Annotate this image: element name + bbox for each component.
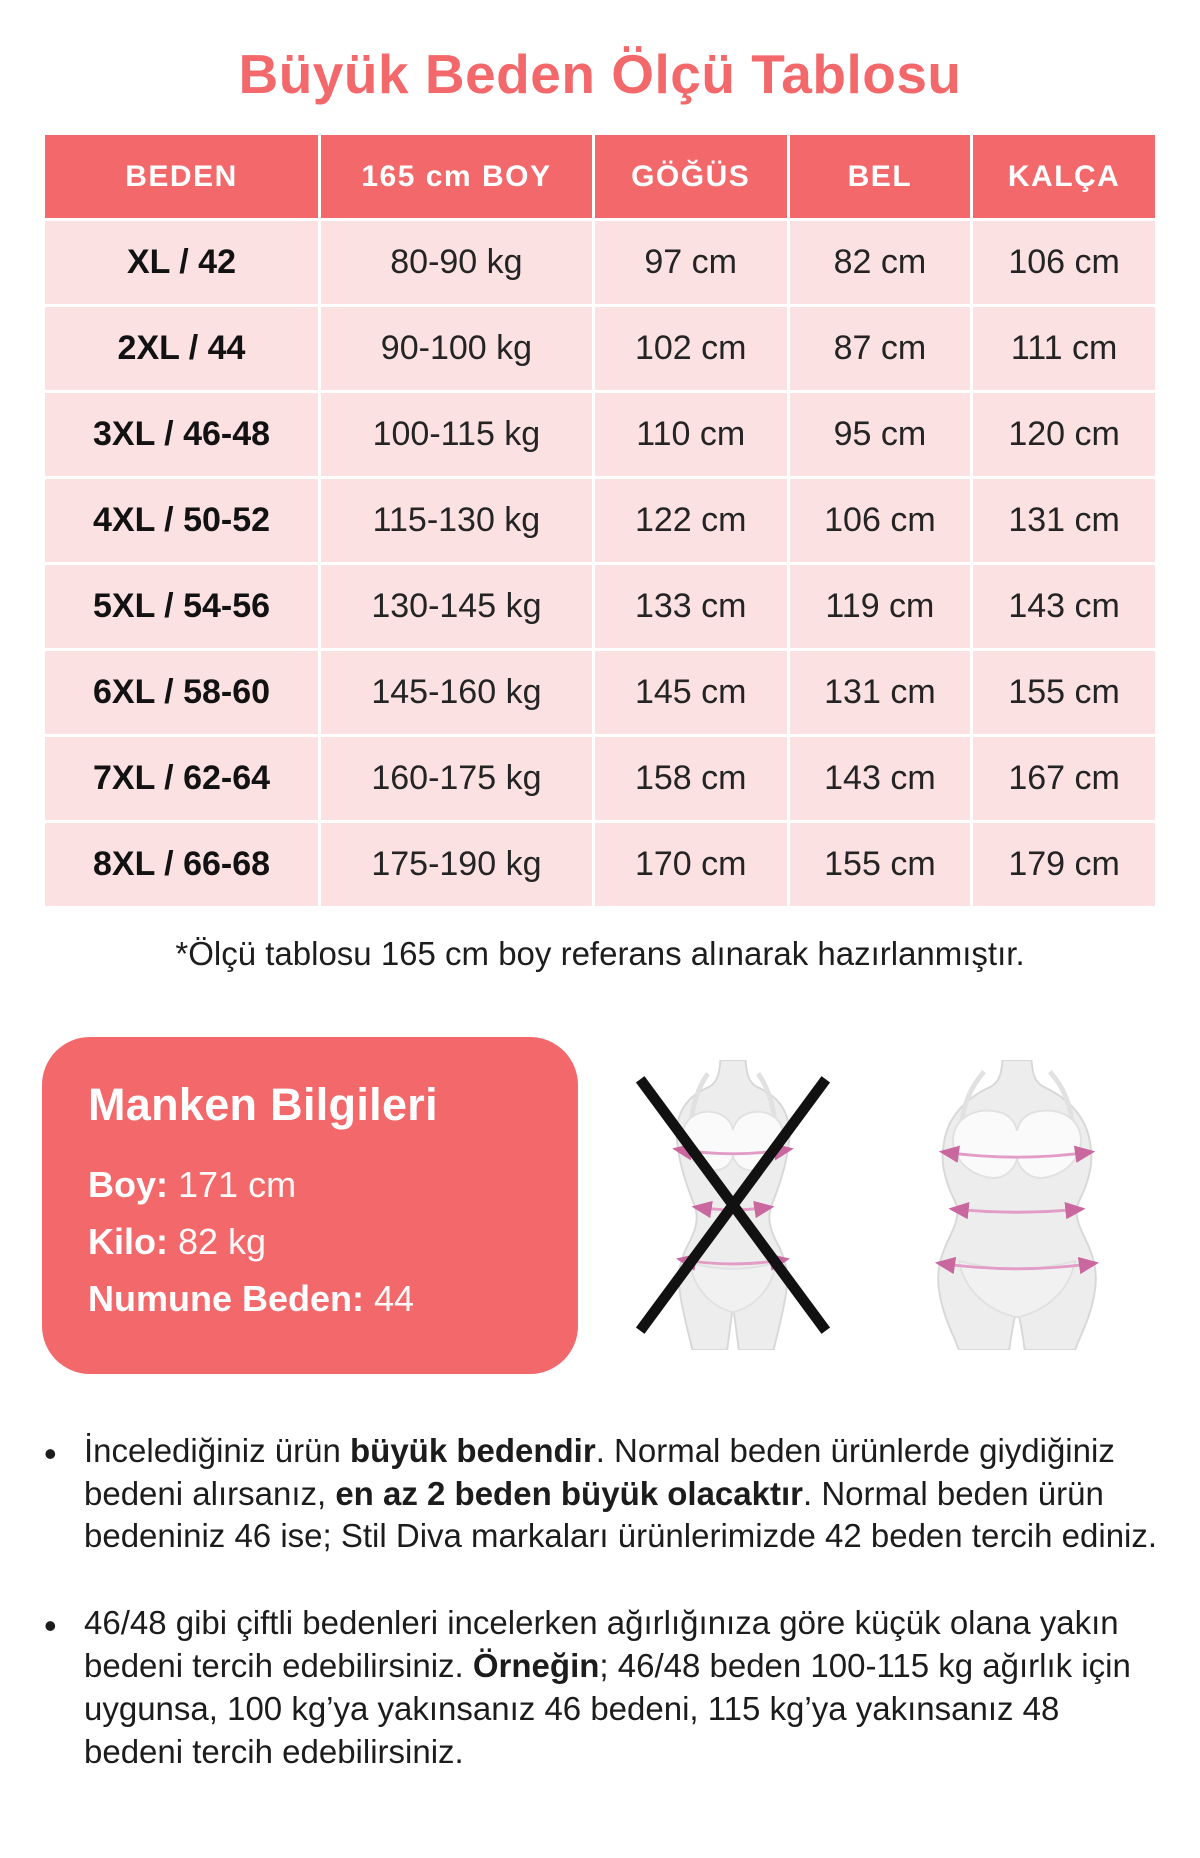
figure-illustrations — [604, 1060, 1158, 1350]
size-cell: 7XL / 62-64 — [44, 736, 320, 822]
size-table-header-row — [44, 134, 1157, 220]
table-row — [44, 564, 1157, 650]
model-weight-label: Kilo : — [88, 1221, 178, 1262]
column-header: 165 cm BOY — [320, 134, 594, 220]
measurement-cell: 179 cm — [972, 822, 1157, 908]
note-item: • İncelediğiniz ürün büyük bedendir. Normal beden ürünlerde giydiğiniz bedeni alırsanız, en az 2 beden büyük olacaktır. Normal beden ürün bedeniniz 46 ise; Stil Diva markaları ürünlerimizde 42 beden tercih ediniz. — [40, 1430, 1160, 1559]
model-weight-value: 82 kg — [178, 1220, 267, 1262]
measurement-cell: 82 cm — [788, 220, 972, 306]
measurement-cell: 160-175 kg — [320, 736, 594, 822]
model-info-section — [42, 1037, 1158, 1374]
model-height-field — [88, 1157, 532, 1214]
measurement-cell: 122 cm — [593, 478, 788, 564]
measurement-cell: 131 cm — [788, 650, 972, 736]
model-info-title: Manken Bilgileri — [88, 1079, 438, 1130]
column-header: BEL — [788, 134, 972, 220]
measurement-cell: 115-130 kg — [320, 478, 594, 564]
size-table-body — [44, 220, 1157, 908]
measurement-cell: 133 cm — [593, 564, 788, 650]
table-row — [44, 478, 1157, 564]
measurement-cell: 155 cm — [972, 650, 1157, 736]
model-info-card — [42, 1037, 578, 1374]
measurement-cell: 95 cm — [788, 392, 972, 478]
measurement-cell: 110 cm — [593, 392, 788, 478]
size-cell: 8XL / 66-68 — [44, 822, 320, 908]
size-cell: 2XL / 44 — [44, 306, 320, 392]
model-sample-size-label: Numune Beden : — [88, 1278, 374, 1319]
measurement-cell: 100-115 kg — [320, 392, 594, 478]
measurement-cell: 97 cm — [593, 220, 788, 306]
measurement-cell: 90-100 kg — [320, 306, 594, 392]
measurement-cell: 155 cm — [788, 822, 972, 908]
table-row — [44, 220, 1157, 306]
model-height-value: 171 cm — [178, 1164, 297, 1205]
size-table — [42, 132, 1158, 909]
measurement-cell: 143 cm — [788, 736, 972, 822]
model-sample-size-field — [88, 1271, 532, 1328]
measurement-cell: 145 cm — [593, 650, 788, 736]
size-cell: 6XL / 58-60 — [44, 650, 320, 736]
column-header: GÖĞÜS — [593, 134, 788, 220]
plus-size-figure-illustration — [891, 1060, 1143, 1350]
measurement-cell: 158 cm — [593, 736, 788, 822]
note-item: • 46/48 gibi çiftli bedenleri incelerken ağırlığınıza göre küçük olana yakın bedeni tercih edebilirsiniz. Örneğin; 46/48 beden 100-115 kg ağırlık için uygunsa, 100 kg’ya yakınsanız 46 bedeni, 115 kg’ya yakınsanız 48 bedeni tercih edebilirsiniz. — [40, 1602, 1160, 1774]
size-cell: 5XL / 54-56 — [44, 564, 320, 650]
model-height-label: Boy : — [88, 1164, 178, 1205]
model-weight-field — [88, 1214, 532, 1271]
size-cell: 3XL / 46-48 — [44, 392, 320, 478]
table-row — [44, 736, 1157, 822]
measurement-cell: 145-160 kg — [320, 650, 594, 736]
page-title: Büyük Beden Ölçü Tablosu — [238, 43, 962, 105]
measurement-cell: 167 cm — [972, 736, 1157, 822]
slim-figure-crossed-illustration — [619, 1060, 847, 1350]
measurement-cell: 170 cm — [593, 822, 788, 908]
measurement-cell: 120 cm — [972, 392, 1157, 478]
column-header: KALÇA — [972, 134, 1157, 220]
measurement-cell: 131 cm — [972, 478, 1157, 564]
measurement-cell: 102 cm — [593, 306, 788, 392]
measurement-cell: 106 cm — [972, 220, 1157, 306]
table-row — [44, 392, 1157, 478]
notes-list — [40, 1430, 1160, 1774]
table-footnote: *Ölçü tablosu 165 cm boy referans alınarak hazırlanmıştır. — [175, 935, 1025, 972]
size-cell: XL / 42 — [44, 220, 320, 306]
measurement-cell: 119 cm — [788, 564, 972, 650]
measurement-cell: 130-145 kg — [320, 564, 594, 650]
table-row — [44, 822, 1157, 908]
table-row — [44, 306, 1157, 392]
measurement-cell: 106 cm — [788, 478, 972, 564]
measurement-cell: 80-90 kg — [320, 220, 594, 306]
measurement-cell: 87 cm — [788, 306, 972, 392]
measurement-cell: 175-190 kg — [320, 822, 594, 908]
size-cell: 4XL / 50-52 — [44, 478, 320, 564]
measurement-cell: 143 cm — [972, 564, 1157, 650]
model-sample-size-value: 44 — [374, 1277, 415, 1319]
column-header: BEDEN — [44, 134, 320, 220]
table-row — [44, 650, 1157, 736]
measurement-cell: 111 cm — [972, 306, 1157, 392]
